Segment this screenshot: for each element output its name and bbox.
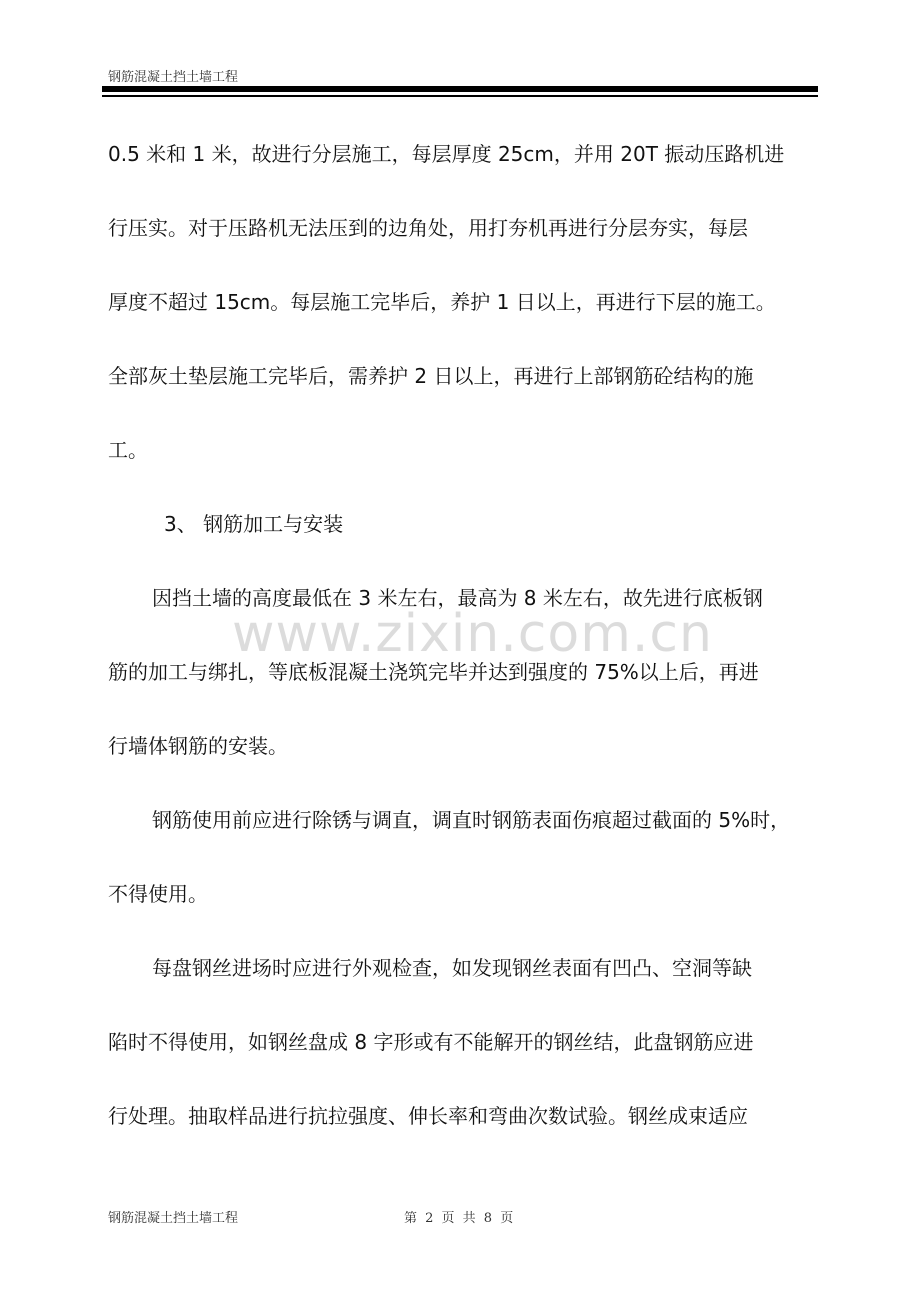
- body-line-12: 每盘钢丝进场时应进行外观检查，如发现钢丝表面有凹凸、空洞等缺: [152, 956, 752, 980]
- body-line-13: 陷时不得使用，如钢丝盘成 8 字形或有不能解开的钢丝结，此盘钢筋应进: [108, 1030, 754, 1054]
- section-heading: 3、 钢筋加工与安装: [164, 512, 344, 536]
- body-line-3: 厚度不超过 15cm。每层施工完毕后，养护 1 日以上，再进行下层的施工。: [108, 290, 776, 314]
- body-line-1: 0.5 米和 1 米，故进行分层施工，每层厚度 25cm，并用 20T 振动压路机进: [108, 142, 785, 166]
- footer-title: 钢筋混凝土挡土墙工程: [108, 1211, 239, 1226]
- header-title: 钢筋混凝土挡土墙工程: [108, 70, 239, 85]
- body-line-4: 全部灰土垫层施工完毕后，需养护 2 日以上，再进行上部钢筋砼结构的施: [108, 364, 754, 388]
- body-line-11: 不得使用。: [108, 882, 208, 906]
- body-line-8: 筋的加工与绑扎，等底板混凝土浇筑完毕并达到强度的 75%以上后，再进: [108, 660, 759, 684]
- body-line-2: 行压实。对于压路机无法压到的边角处，用打夯机再进行分层夯实，每层: [108, 216, 748, 240]
- body-line-14: 行处理。抽取样品进行抗拉强度、伸长率和弯曲次数试验。钢丝成束适应: [108, 1104, 748, 1128]
- footer-page-number: 第 2 页 共 8 页: [404, 1211, 514, 1226]
- header-rule-thin: [102, 95, 818, 97]
- body-line-10: 钢筋使用前应进行除锈与调直，调直时钢筋表面伤痕超过截面的 5%时，: [152, 808, 791, 832]
- watermark: www.zixin.com.cn: [232, 604, 713, 664]
- body-line-5: 工。: [108, 438, 148, 462]
- body-line-9: 行墙体钢筋的安装。: [108, 734, 288, 758]
- body-line-7: 因挡土墙的高度最低在 3 米左右，最高为 8 米左右，故先进行底板钢: [152, 586, 763, 610]
- header-rule-thick: [102, 86, 818, 92]
